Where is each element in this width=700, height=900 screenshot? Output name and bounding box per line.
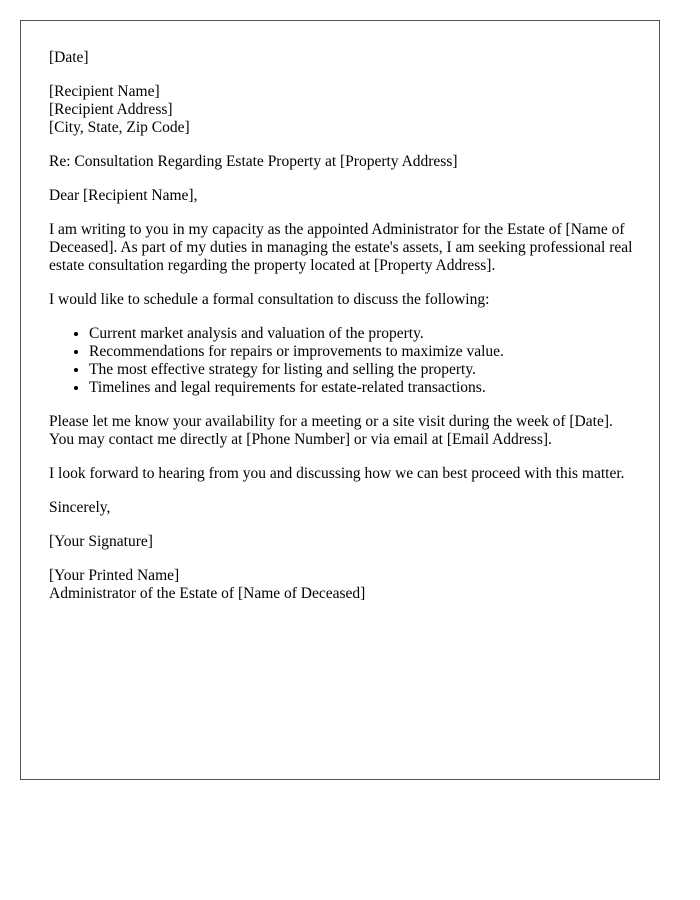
printed-name: [Your Printed Name] [49,567,180,584]
discussion-topics-list [49,325,639,397]
recipient-block [49,83,639,137]
signer-title: Administrator of the Estate of [Name of Deceased] [49,585,366,602]
list-item: • Recommendations for repairs or improvements to maximize value. [89,343,639,361]
signer-block [49,567,639,603]
closing-paragraph: I look forward to hearing from you and discussing how we can best proceed with this matter. [49,465,625,482]
recipient-city-state-zip: [City, State, Zip Code] [49,119,190,136]
list-item: • Timelines and legal requirements for estate-related transactions. [89,379,639,397]
availability-paragraph: Please let me know your availability for a meeting or a site visit during the week of [Date]. You may contact me directly at [Phone Number] or via email at [Email Address]. [49,413,613,448]
letter-body [49,49,639,619]
recipient-address: [Recipient Address] [49,101,173,118]
signature-placeholder: [Your Signature] [49,533,153,550]
letter-frame [20,20,660,780]
list-item: • The most effective strategy for listing and selling the property. [89,361,639,379]
recipient-name: [Recipient Name] [49,83,160,100]
letter-date: [Date] [49,49,89,66]
closing-salutation: Sincerely, [49,499,111,516]
list-item: • Current market analysis and valuation of the property. [89,325,639,343]
subject-line: Re: Consultation Regarding Estate Property at [Property Address] [49,153,458,170]
request-paragraph: I would like to schedule a formal consultation to discuss the following: [49,291,490,308]
intro-paragraph: I am writing to you in my capacity as the appointed Administrator for the Estate of [Name of Deceased]. As part of my duties in managing the estate's assets, I am seeking professional real estate consultation regarding the property located at [Property Address]. [49,221,633,274]
date-line [49,49,639,67]
salutation: Dear [Recipient Name], [49,187,198,204]
